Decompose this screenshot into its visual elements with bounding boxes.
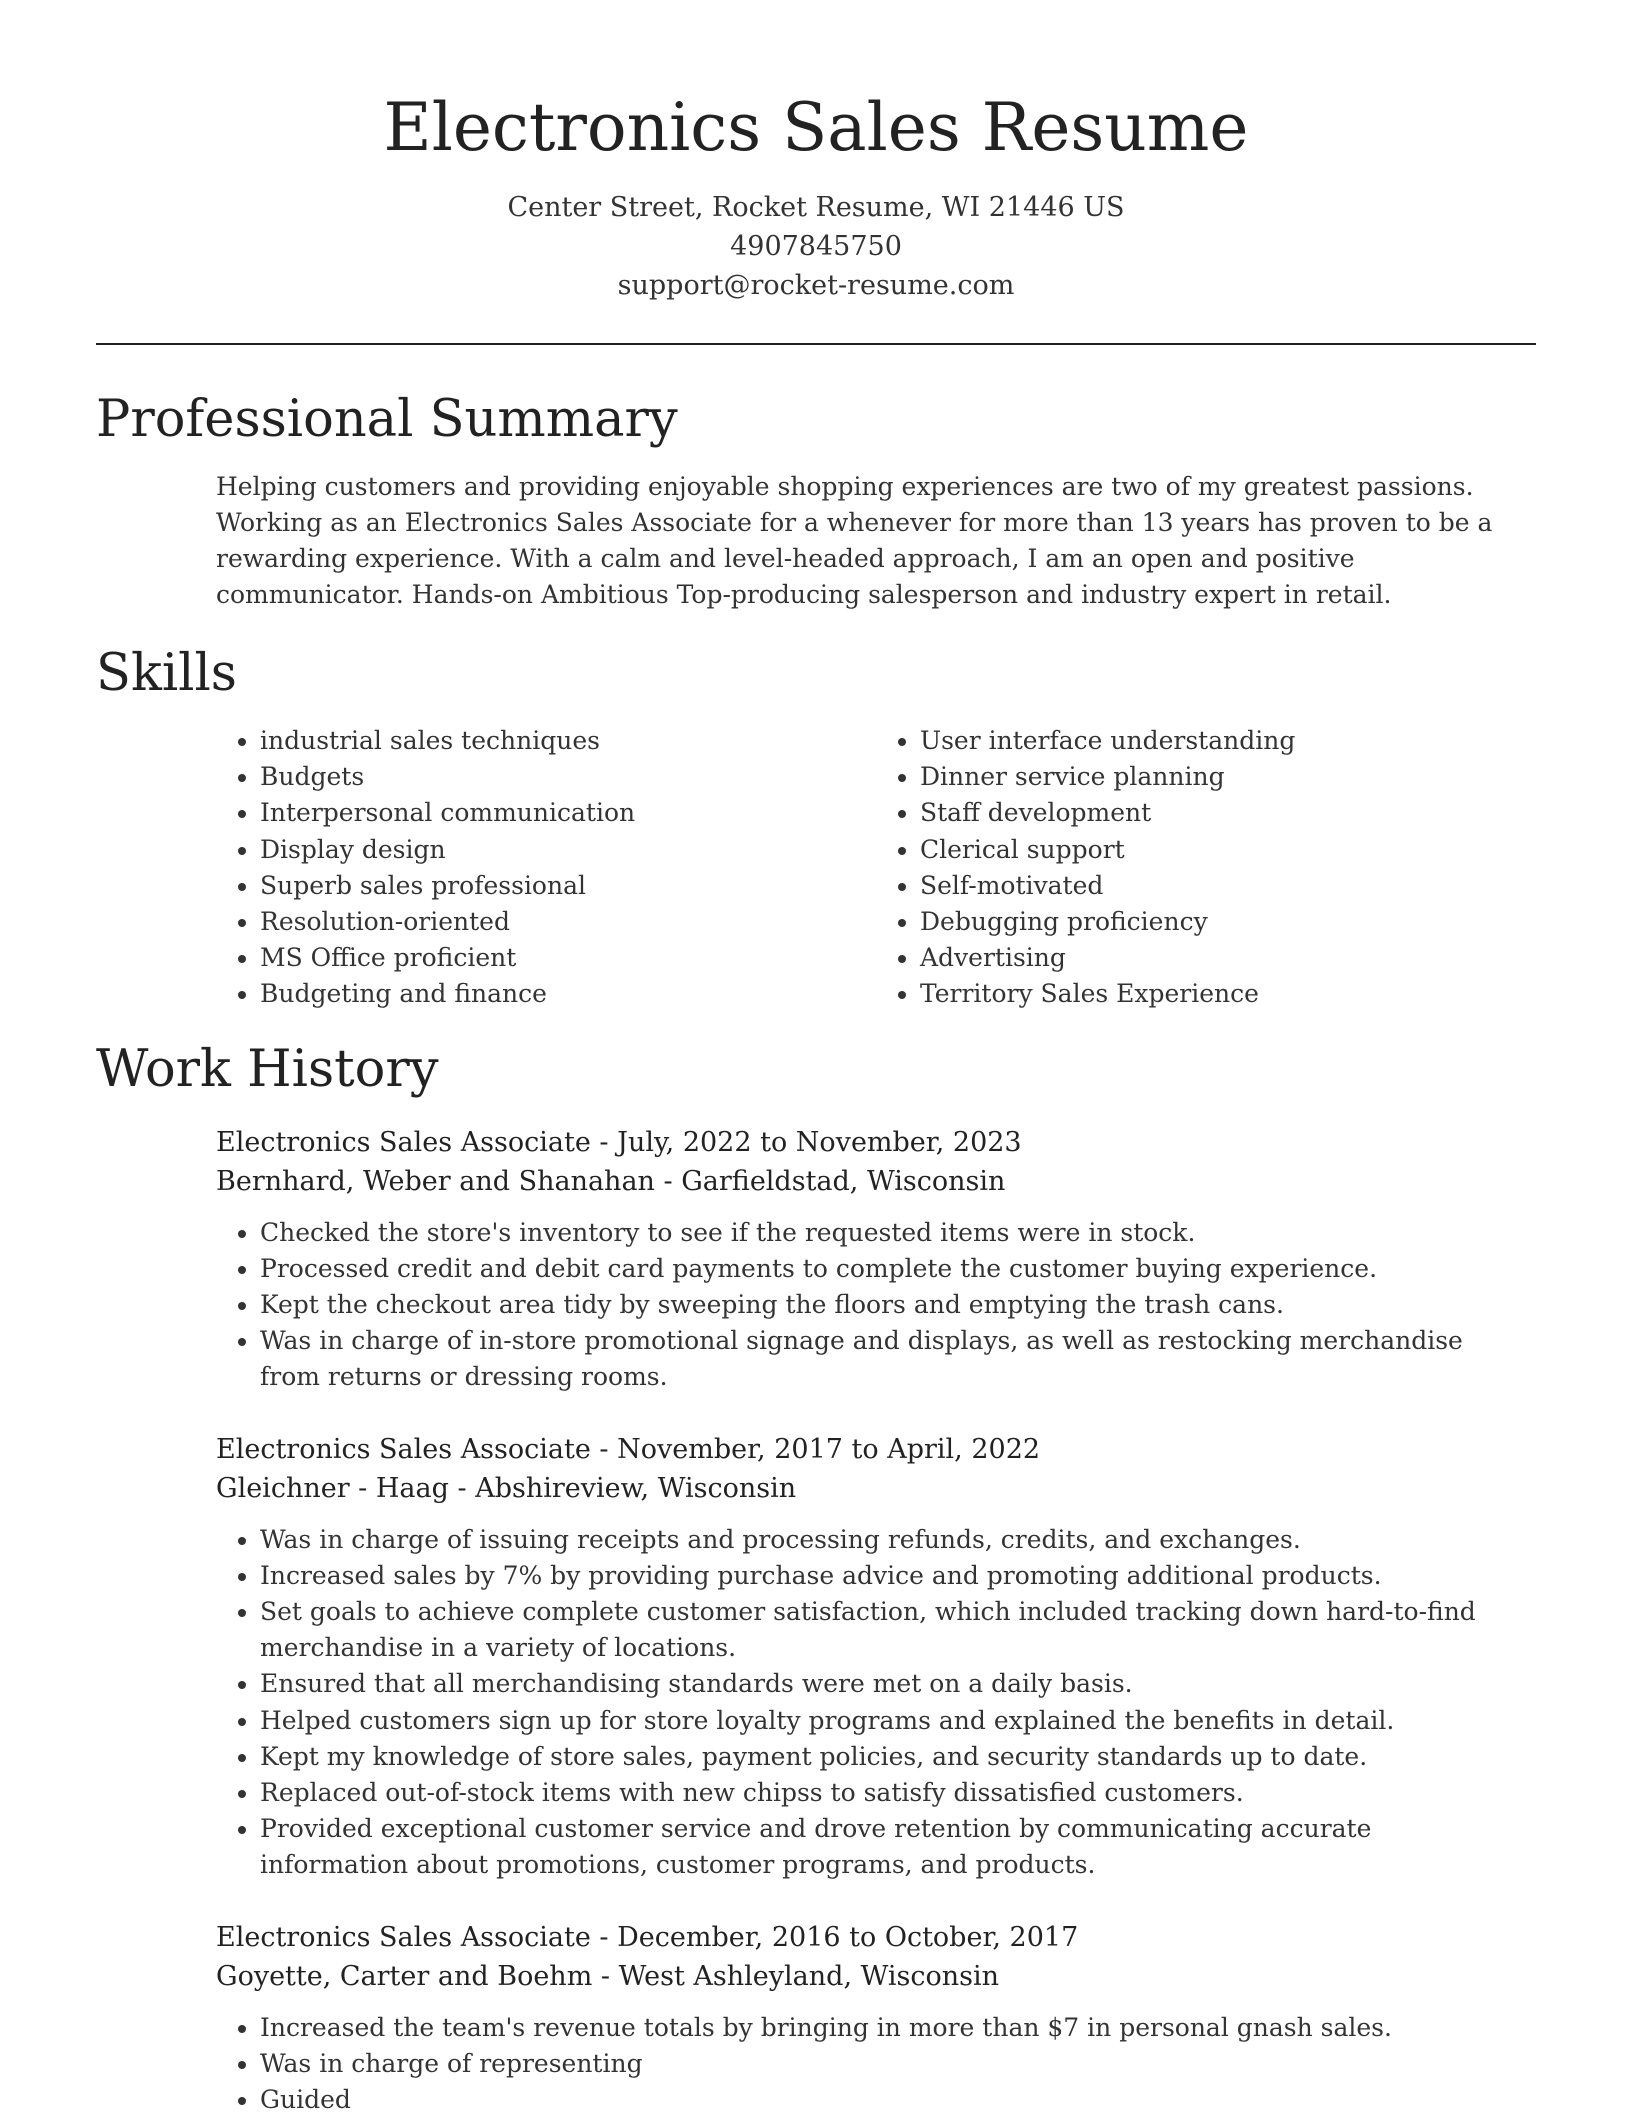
contact-phone: 4907845750 — [730, 231, 902, 262]
skill-item: • Budgeting and finance — [260, 976, 876, 1012]
job-title-line — [216, 1918, 1536, 1957]
job-bullet: • Was in charge of issuing receipts and processing refunds, credits, and exchanges. — [260, 1522, 1536, 1558]
job-bullets — [216, 1522, 1536, 1884]
skill-item: • MS Office proficient — [260, 940, 876, 976]
summary-heading: Professional Summary — [96, 390, 678, 449]
work-heading: Work History — [96, 1039, 439, 1099]
job-location: Garfieldstad, Wisconsin — [681, 1165, 1006, 1197]
skill-item: • Clerical support — [920, 832, 1536, 868]
skill-item: • industrial sales techniques — [260, 723, 876, 759]
skill-item: • Interpersonal communication — [260, 795, 876, 831]
job-company: Goyette, Carter and Boehm — [216, 1960, 593, 1992]
skills-section — [96, 643, 1536, 1013]
separator: - — [448, 1472, 476, 1504]
skills-list-left — [216, 723, 876, 1013]
header-divider — [96, 343, 1536, 345]
contact-address: Center Street, Rocket Resume, WI 21446 US — [507, 192, 1125, 223]
job-bullet: • Kept the checkout area tidy by sweeping the floors and emptying the trash cans. — [260, 1287, 1536, 1323]
skill-item: • Superb sales professional — [260, 868, 876, 904]
job-bullets — [216, 1215, 1536, 1396]
job-dates: December, 2016 to October, 2017 — [617, 1921, 1079, 1953]
job-bullet: • Checked the store's inventory to see if the requested items were in stock. — [260, 1215, 1536, 1251]
job-dates: July, 2022 to November, 2023 — [617, 1126, 1022, 1158]
skill-item: • Budgets — [260, 759, 876, 795]
job-bullets — [216, 2010, 1536, 2118]
job-bullet: • Was in charge of in-store promotional signage and displays, as well as restocking merchandise from returns or dressing rooms. — [260, 1323, 1536, 1395]
resume-title: Electronics Sales Resume — [383, 89, 1249, 166]
jobs-list — [216, 1123, 1536, 2118]
job-bullet: • Ensured that all merchandising standards were met on a daily basis. — [260, 1666, 1536, 1702]
job-location: Abshireview, Wisconsin — [475, 1472, 797, 1504]
skill-item: • Territory Sales Experience — [920, 976, 1536, 1012]
job-location: West Ashleyland, Wisconsin — [618, 1960, 1000, 1992]
separator: - — [654, 1165, 682, 1197]
job-bullet: • Increased sales by 7% by providing purchase advice and promoting additional products. — [260, 1558, 1536, 1594]
job-bullet: • Provided exceptional customer service and drove retention by communicating accurate information about promotions, customer programs, and products. — [260, 1811, 1536, 1883]
job-title-line — [216, 1430, 1536, 1469]
job-bullet: • Set goals to achieve complete customer satisfaction, which included tracking down hard-to-find merchandise in a variety of locations. — [260, 1594, 1536, 1666]
separator: - — [590, 1126, 618, 1158]
work-section — [96, 1039, 1536, 2118]
job-company: Bernhard, Weber and Shanahan — [216, 1165, 655, 1197]
skill-item: • Self-motivated — [920, 868, 1536, 904]
contact-block — [96, 188, 1536, 305]
job-company-line — [216, 1957, 1536, 1996]
skill-item: • User interface understanding — [920, 723, 1536, 759]
skills-list-right — [876, 723, 1536, 1013]
summary-section — [96, 389, 1536, 613]
job-company-line — [216, 1469, 1536, 1508]
job-company-line — [216, 1162, 1536, 1201]
job-bullet: • Increased the team's revenue totals by bringing in more than $7 in personal gnash sales. — [260, 2010, 1536, 2046]
skill-item: • Dinner service planning — [920, 759, 1536, 795]
skills-columns — [216, 723, 1536, 1013]
job-entry — [216, 1430, 1536, 1884]
skill-item: • Resolution-oriented — [260, 904, 876, 940]
job-bullet: • Processed credit and debit card payments to complete the customer buying experience. — [260, 1251, 1536, 1287]
job-entry — [216, 1123, 1536, 1396]
skills-heading: Skills — [96, 644, 237, 703]
skill-item: • Debugging proficiency — [920, 904, 1536, 940]
job-company: Gleichner - Haag — [216, 1472, 449, 1504]
job-bullet: • Helped customers sign up for store loyalty programs and explained the benefits in detail. — [260, 1703, 1536, 1739]
skill-item: • Staff development — [920, 795, 1536, 831]
skill-item: • Advertising — [920, 940, 1536, 976]
job-bullet: • Was in charge of representing — [260, 2046, 1536, 2082]
job-title-line — [216, 1123, 1536, 1162]
resume-header — [96, 0, 1536, 305]
job-entry — [216, 1918, 1536, 2118]
separator: - — [592, 1960, 619, 1992]
summary-text: Helping customers and providing enjoyable shopping experiences are two of my greatest passions. Working as an Electronics Sales Associate for a whenever for more than 13 years has proven to be a rewarding experience. With a calm and level-headed approach, I am an open and positive communicator. Hands-on Ambitious Top-producing salesperson and industry expert in retail. — [216, 472, 1493, 609]
job-dates: November, 2017 to April, 2022 — [617, 1433, 1041, 1465]
job-title: Electronics Sales Associate — [216, 1921, 591, 1953]
job-title: Electronics Sales Associate — [216, 1433, 591, 1465]
separator: - — [590, 1433, 618, 1465]
job-bullet: • Replaced out-of-stock items with new chipss to satisfy dissatisfied customers. — [260, 1775, 1536, 1811]
job-bullet: • Guided — [260, 2082, 1536, 2118]
contact-email: support@rocket-resume.com — [617, 270, 1015, 301]
skill-item: • Display design — [260, 832, 876, 868]
job-title: Electronics Sales Associate — [216, 1126, 591, 1158]
job-bullet: • Kept my knowledge of store sales, payment policies, and security standards up to date. — [260, 1739, 1536, 1775]
separator: - — [590, 1921, 618, 1953]
